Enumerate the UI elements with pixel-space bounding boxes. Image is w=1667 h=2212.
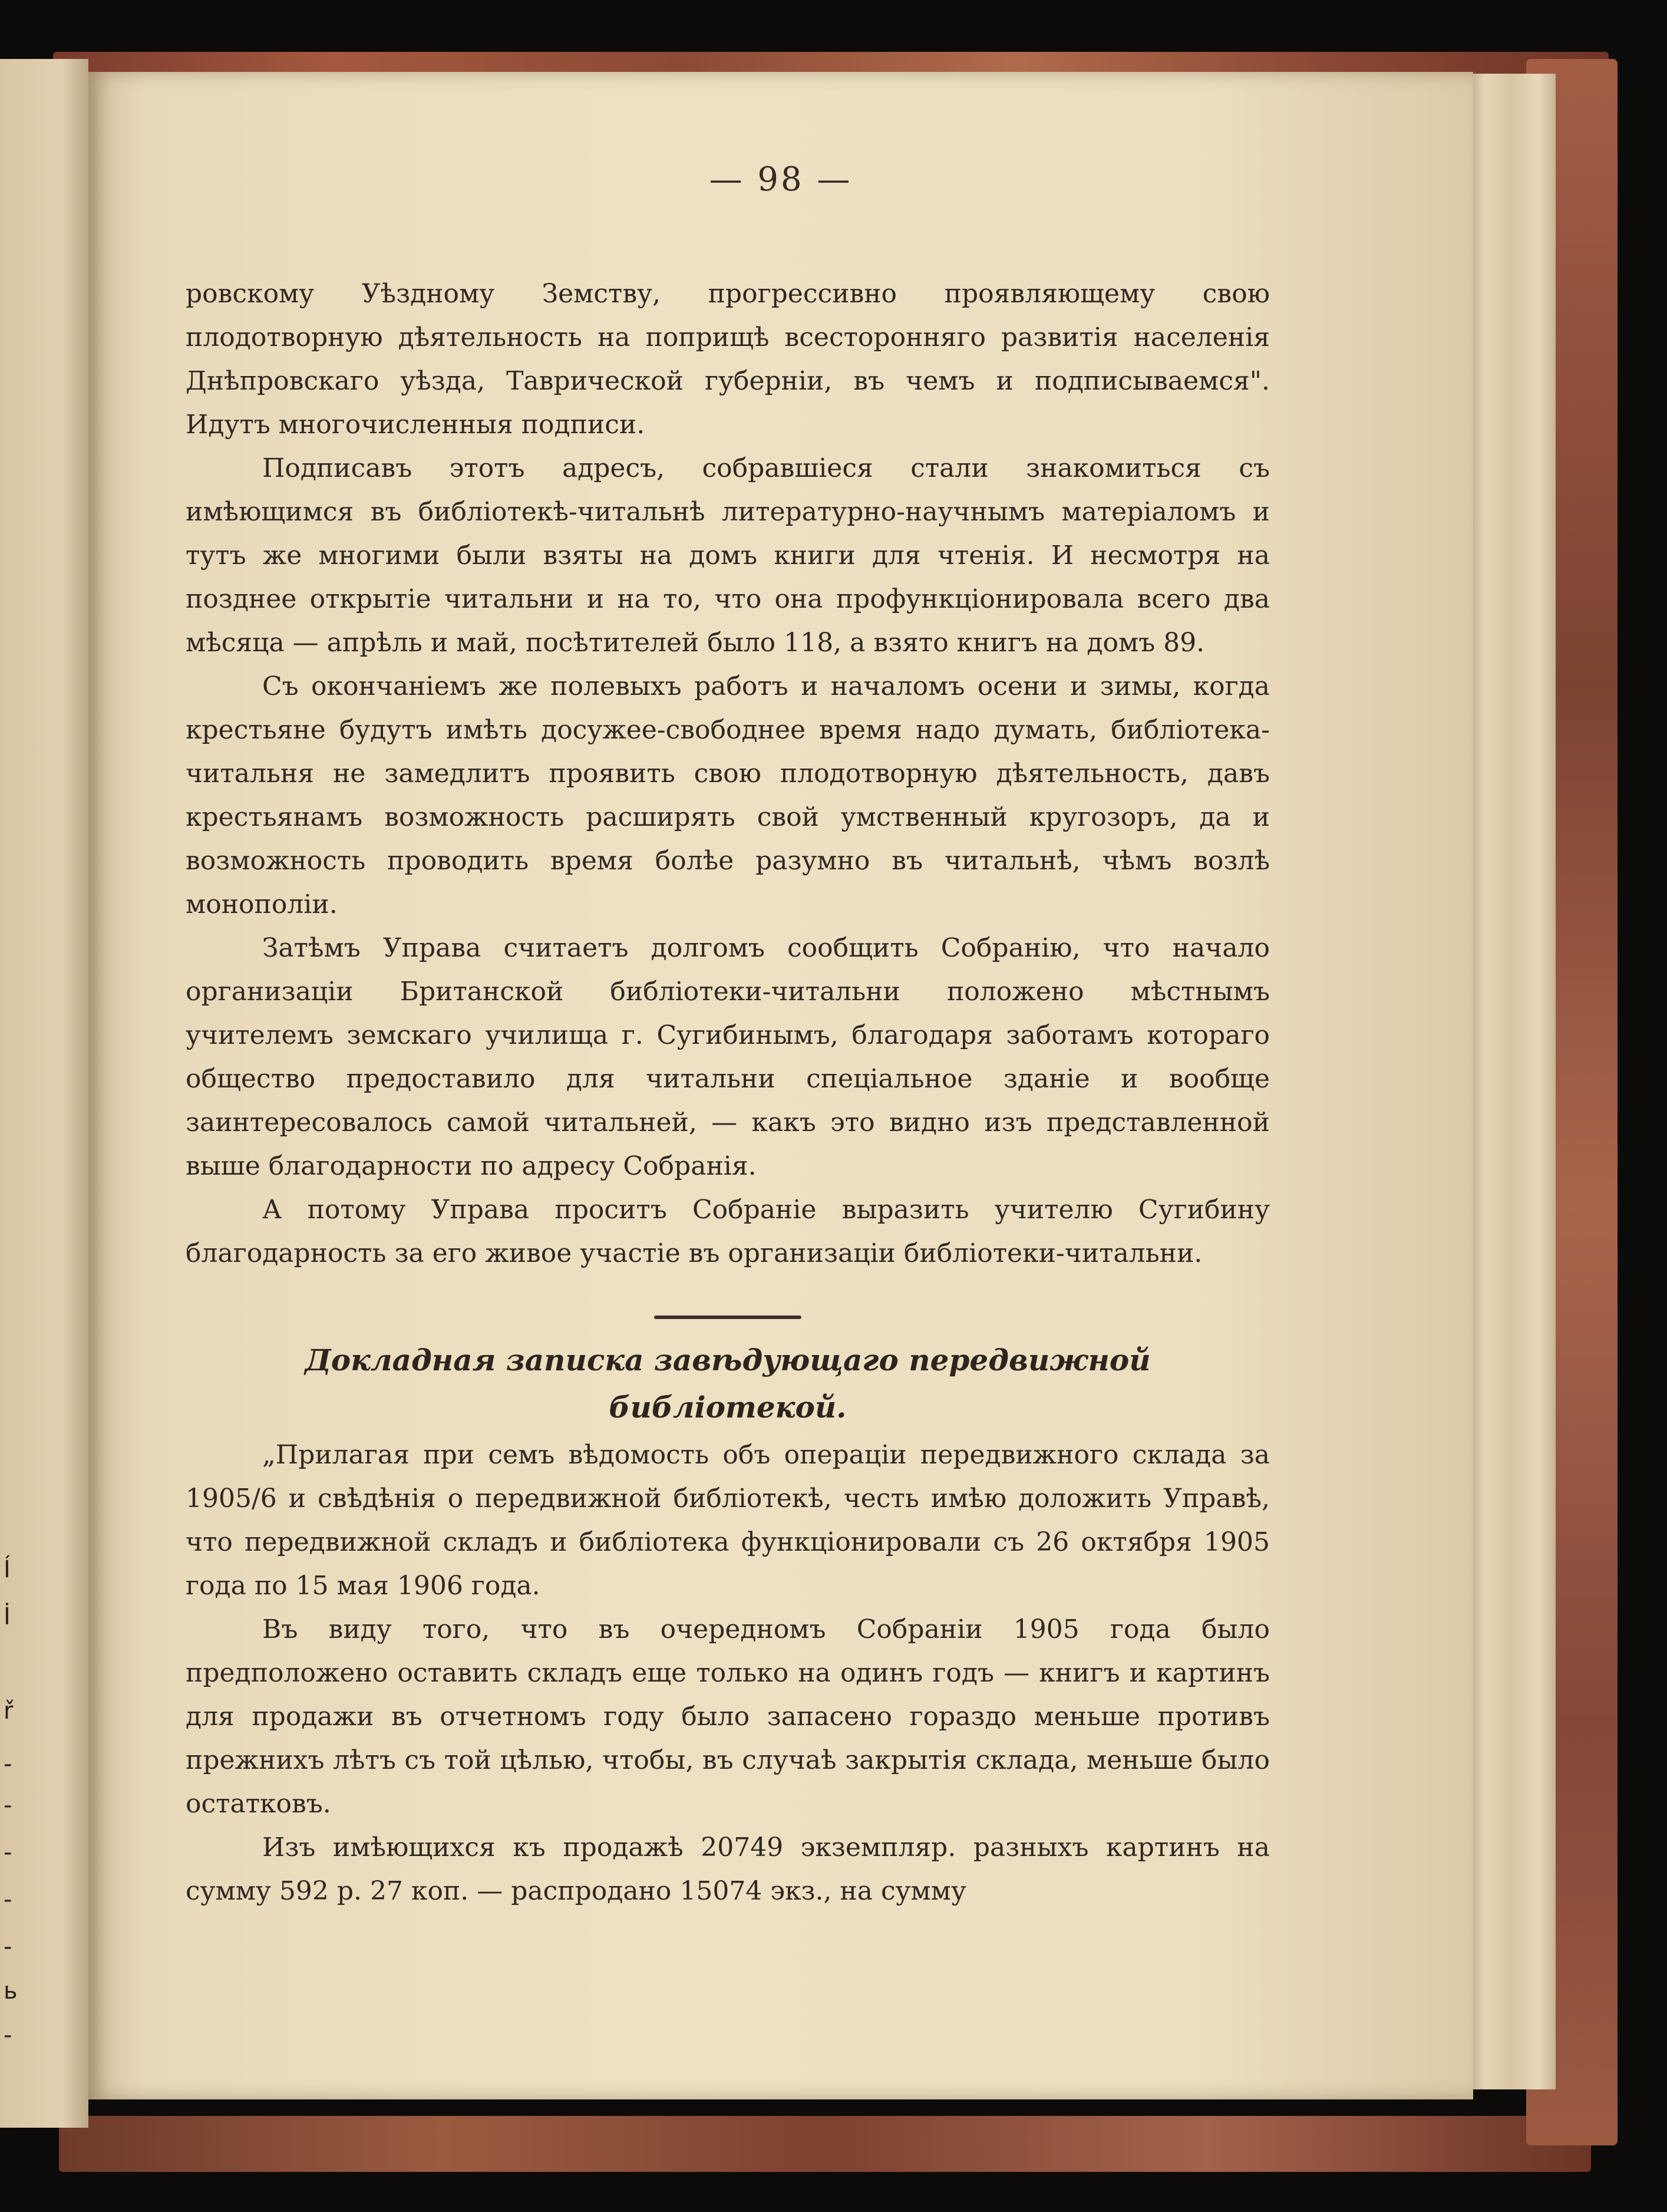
margin-mark: - [4, 1792, 12, 1819]
section-heading: Докладная записка завѣдующаго передвижной библіотекой. [305, 1343, 1151, 1425]
book-page [88, 72, 1473, 2099]
margin-mark: ь [4, 1977, 18, 2005]
margin-mark: Í [4, 1556, 11, 1583]
margin-mark: - [4, 1886, 12, 1913]
paragraph: Въ виду того, что въ очередномъ Собраніи 1905 года было предположено оставить складъ еще только на одинъ годъ — книгъ и картинъ для продажи въ отчетномъ году было запасено гораздо меньше противъ прежнихъ лѣтъ съ той цѣлью, чтобы, въ случаѣ закрытія склада, меньше было остатковъ. [186, 1614, 1270, 1819]
paragraph: Изъ имѣющихся къ продажѣ 20749 экземпляр. разныхъ картинъ на сумму 592 р. 27 коп. — распродано 15074 экз., на сумму [186, 1832, 1270, 1906]
page-body [186, 272, 1270, 1913]
left-facing-page [0, 59, 88, 2128]
margin-mark: - [4, 1933, 12, 1960]
page-stack-edges [1467, 74, 1556, 2089]
paragraph: А потому Управа проситъ Собраніе выразить учителю Сугибину благодарность за его живое участіе въ организаціи библіотеки-читальни. [186, 1195, 1270, 1268]
paragraph: ровскому Уѣздному Земству, прогрессивно проявляющему свою плодотворную дѣятельность на поприщѣ всесторонняго развитія населенія Днѣпровскаго уѣзда, Таврической губерніи, въ чемъ и подписываемся". Идутъ многочисленныя подписи. [186, 279, 1270, 440]
paragraph: Съ окончаніемъ же полевыхъ работъ и началомъ осени и зимы, когда крестьяне будутъ имѣть досужее-свободнее время надо думать, библіотека-читальня не замедлитъ проявить свою плодотворную дѣятельность, давъ крестьянамъ возможность расширять свой умственный кругозоръ, да и возможность проводить время болѣе разумно въ читальнѣ, чѣмъ возлѣ монополіи. [186, 671, 1270, 919]
paragraph: „Прилагая при семъ вѣдомость объ операціи передвижного склада за 1905/6 и свѣдѣнія о передвижной библіотекѣ, честь имѣю доложить Управѣ, что передвижной складъ и библіотека функціонировали съ 26 октября 1905 года по 15 мая 1906 года. [186, 1440, 1270, 1601]
margin-mark: ř [4, 1697, 14, 1725]
page-number: — 98 — [709, 160, 853, 199]
paragraph: Подписавъ этотъ адресъ, собравшіеся стали знакомиться съ имѣющимся въ библіотекѣ-читальнѣ литературно-научнымъ матеріаломъ и тутъ же многими были взяты на домъ книги для чтенія. И несмотря на позднее открытіе читальни и на то, что она профункціонировала всего два мѣсяца — апрѣль и май, посѣтителей было 118, а взято книгъ на домъ 89. [186, 453, 1270, 658]
margin-mark: - [4, 1839, 12, 1866]
paragraph: Затѣмъ Управа считаетъ долгомъ сообщить Собранію, что начало организаціи Британской библіотеки-читальни положено мѣстнымъ учителемъ земскаго училища г. Сугибинымъ, благодаря заботамъ котораго общество предоставило для читальни спеціальное зданіе и вообще заинтересовалось самой читальней, — какъ это видно изъ представленной выше благодарности по адресу Собранія. [186, 933, 1270, 1181]
margin-mark: İ [4, 1603, 11, 1630]
book-cover-bottom-edge [59, 2116, 1591, 2172]
margin-mark: - [4, 2022, 12, 2049]
section-divider [654, 1316, 801, 1319]
left-page-margin-marks [0, 59, 24, 2128]
margin-mark: - [4, 1751, 12, 1778]
